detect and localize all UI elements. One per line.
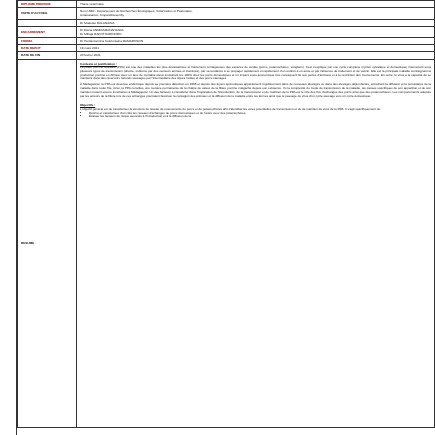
form-row-label: ENCADREMENT [18, 26, 77, 37]
context-paragraph-2: À Madagascar, la PPA est devenue endémique depuis sa première détection en 1998 et depuis des foyers épizootiques apparaissent régulièrement dans de nouveaux élevages ou dans des élevages déjà infectés, entraînant la diffusion et la persistance de la maladie dans toute l'île. Ainsi, la PPA constitue une menace permanente de la chaîne de valeur de la filière porcine malgache depuis son existence. Vu la complexité du mode de transmission de la maladie, les causes spécifiques de son apparition et de son maintien restent encore incertaines à Madagascar. Un des facteurs à considérer dans l'implication de l'introduction, de la transmission et du maintien de la PPA est le rôle des flux d'échanges des porcs ainsi que des potamochères. Les comportements adoptés par les acteurs de la filière lors de ces échanges pourraient favoriser la contagion des animaux et la diffusion de la maladie entre les fermes ainsi que le passage du virus d'un cycle sauvage vers un cycle domestique. [80, 81, 431, 98]
form-row [18, 1, 435, 8]
form-row-line: 19 mars 2021 [80, 46, 99, 51]
form-row-line: Nom UMR - Département de Recherches Écologiques, Vétérinaires et Pastorales, [80, 9, 193, 14]
form-row-line: Thèse vétérinaire [80, 2, 104, 6]
context-heading: Contexte et justification : [80, 61, 117, 66]
form-row [18, 52, 435, 59]
objectives-paragraph: L'objectif général est de caractériser la structure du réseau de mouvements de porcs et de potamochères afin d'identifier les voies potentielles de transmission et du de maintien du virus de la PPA. Il s'agit spécifiquement de : [80, 106, 382, 111]
resume-label: RESUME [18, 59, 77, 427]
form-row-value [77, 52, 435, 59]
form-row [18, 26, 435, 37]
form-row-label: DATE DE FIN [18, 52, 77, 59]
form-row-label: DIPLOME PREPARE [18, 1, 77, 8]
form-row-line: Dr Mihaja RAKOTOARINORO [80, 31, 122, 36]
form-row-value [77, 1, 435, 8]
objective-item: • Décrire et caractériser d'un côté les réseaux d'échanges de porcs domestiques et de l'autre ceux des potamochères, [89, 112, 431, 116]
objective-item: • Évaluer les facteurs de risque associés à l'introduction et à la diffusion de la [89, 115, 431, 119]
form-row-value [77, 45, 435, 52]
form-row-line: Dr Modeste RALANAINA [80, 20, 115, 25]
form-row-value [77, 8, 435, 19]
objectives-heading: Objectifs : [80, 103, 96, 108]
form-row-line: Dr Diana ANDRIAMANANJARA [80, 27, 124, 32]
form-row-label: FORMA [18, 38, 77, 45]
form-row-label [18, 19, 77, 26]
form-row-line: 20 février 2021 [80, 53, 101, 58]
thesis-form-table [17, 0, 435, 428]
section-gap [80, 98, 431, 102]
form-row-value [77, 19, 435, 26]
context-paragraph-1: La peste porcine africaine (PPA) est une des maladies les plus dévastatrices et hautement contagieuses des espèces de suidés (porcs, potamochères, sangliers). Ceci s'explique par son cycle complexe (cycles sylvatique et domestique) intervenant sous plusieurs types de transmission (directe, indirecte par des vecteurs animés et inanimés), par sa tendance à se propager rapidement et rapidement d'un endroit à un autre et par l'absence de traitement et de vaccin. Elle est la principale maladie contraignant la production porcine en Afrique avec un taux de mortalité élevé avoisinant les 100% chez les porcs domestiques et un impact socio-économique très conséquent lié aux pertes d'animaux et à la restriction des mouvements. En outre, le virus a la capacité de se maintenir dans des réservoirs naturels sauvages par l'intermédiaire des tiques molles et des porcs sauvages. [80, 64, 431, 81]
form-rows [18, 1, 435, 60]
objectives-list [80, 112, 431, 120]
form-row [18, 45, 435, 52]
form-row-label: UNITE D'ACCUEIL [18, 8, 77, 19]
resume-row [18, 59, 435, 427]
resume-content [77, 59, 435, 427]
form-row-value [77, 38, 435, 45]
form-row-line: Dr Herilantonirina Solofoniaina RAMAROSON [80, 39, 144, 44]
form-row-value [77, 26, 435, 37]
form-row [18, 8, 435, 19]
form-row [18, 19, 435, 26]
form-row [18, 38, 435, 45]
form-row-line: Antananarivo, Ampandrianomby [80, 13, 125, 18]
form-sheet [16, 0, 435, 435]
form-row-label: DATE DEBUT [18, 45, 77, 52]
